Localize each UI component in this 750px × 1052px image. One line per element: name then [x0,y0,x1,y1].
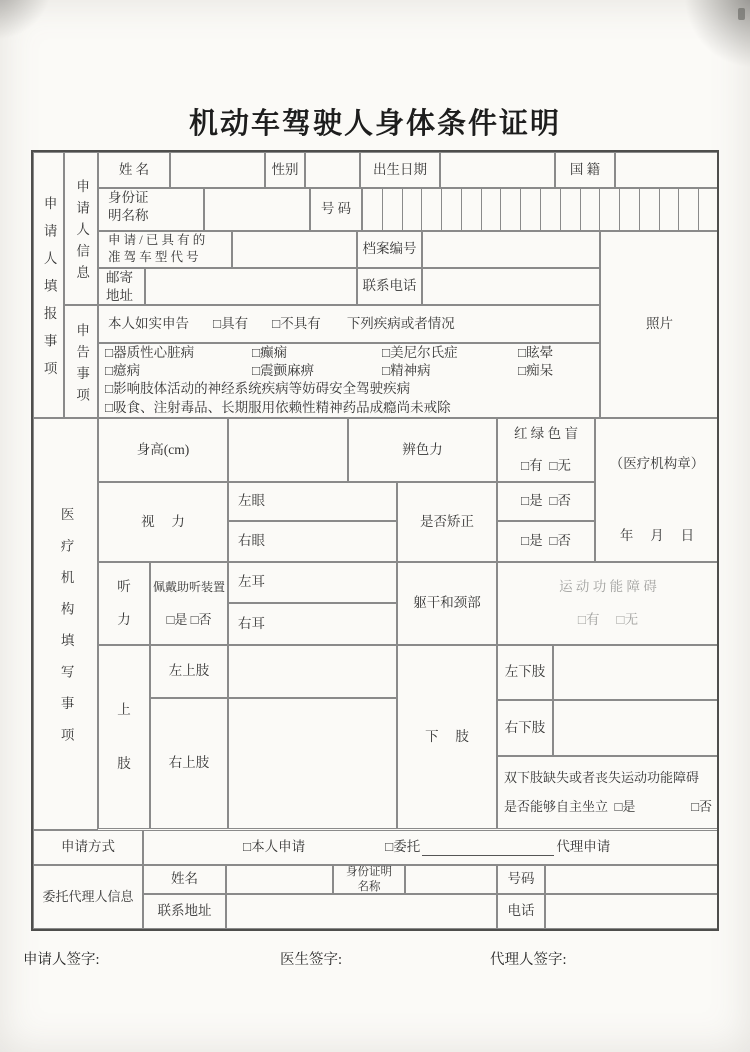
checkbox-has[interactable]: □具有 [213,315,249,331]
license-type-label-line1: 申 请 / 已 具 有 的 [108,233,206,247]
trunk-neck-label [397,562,497,645]
file-number-input-cell[interactable] [422,231,600,268]
color-blind-cell [497,418,595,482]
color-vision-label-text: 辨色力 [402,441,443,457]
id-number-cell[interactable] [659,189,679,230]
birth-date-label-text: 出生日期 [373,161,427,177]
id-doc-label-line1: 身份证 [108,190,149,205]
mail-address-label-line2: 地址 [106,288,133,304]
checkbox-parkinsons[interactable]: □震颤麻痹 [252,363,315,379]
declaration-intro-text: 本人如实申告 [108,315,189,331]
nationality-input-cell[interactable] [615,152,719,188]
checkbox-drug-addiction[interactable]: □吸食、注射毒品、长期服用依赖性精神药品成瘾尚未戒除 [105,399,451,415]
agent-signature-label: 代理人签字: [490,952,567,968]
nationality-label [555,152,615,188]
scan-speck [738,8,745,20]
id-number-cell[interactable] [639,189,659,230]
agent-id-doc-label-line2: 名称 [357,880,381,893]
declaration-intro-row [98,305,600,343]
photo-area[interactable] [600,231,719,418]
checkbox-can-sit-no[interactable]: □否 [691,799,712,815]
agent-info-label [33,865,143,929]
section-label-applicant-text: 申请人填报事项 [41,195,57,389]
hearing-label-char2: 力 [117,611,131,627]
checkbox-hysteria[interactable]: □癔病 [105,363,141,379]
bilateral-sit-row [504,798,712,816]
right-upper-limb-label [150,698,228,829]
medical-section-label-text: 医疗机构填写事项 [58,507,74,759]
right-eye-label-text: 右眼 [238,533,265,549]
name-label [98,152,170,188]
checkbox-vertigo[interactable]: □眩晕 [518,345,554,361]
apply-method-label [33,830,143,865]
contact-phone-label-text: 联系电话 [362,278,417,294]
height-input-cell[interactable] [228,418,348,482]
disease-checkbox-block [98,343,600,418]
corrected-left-yes-no: □是 □否 [520,493,572,509]
section-label-applicant [33,152,64,418]
gender-input-cell[interactable] [305,152,360,188]
right-lower-limb-input-cell[interactable] [553,700,719,756]
medical-date-text: 年 月 日 [619,527,695,543]
left-upper-limb-input-cell[interactable] [228,645,397,698]
disease-row-2 [99,362,599,380]
agent-id-number-label [497,865,545,894]
lower-limb-label-text: 下 肢 [425,728,469,744]
file-number-label-text: 档案编号 [362,241,417,257]
agent-address-input-cell[interactable] [226,894,497,929]
form-title: 机动车驾驶人身体条件证明 [188,108,561,140]
apply-method-row [143,830,719,865]
name-label-text: 姓 名 [118,161,150,177]
contact-phone-input-cell[interactable] [422,268,600,305]
id-number-cell[interactable] [678,189,698,230]
right-lower-limb-label [497,700,553,756]
id-number-cell[interactable] [599,189,619,230]
agent-phone-label [497,894,545,929]
left-eye-cell[interactable] [228,482,397,521]
contact-phone-label [357,268,422,305]
left-eye-label-text: 左眼 [238,493,265,509]
license-type-input-cell[interactable] [232,231,357,268]
id-number-cell[interactable] [540,189,560,230]
photo-area-label: 照片 [646,316,673,332]
name-input-cell[interactable] [170,152,265,188]
checkbox-can-sit-yes[interactable]: 是否能够自主坐立 □是 [504,799,636,815]
agent-id-doc-input-cell[interactable] [405,865,497,894]
section-label-applicant-info [64,152,98,305]
declaration-intro-tail: 下列疾病或者情况 [346,315,455,331]
left-upper-limb-label [150,645,228,698]
id-doc-input-cell[interactable] [204,188,310,231]
id-number-cell[interactable] [560,189,580,230]
corrected-left-checkboxes[interactable] [497,482,595,521]
gender-label [265,152,305,188]
agent-id-doc-label [333,865,405,894]
agent-info-label-text: 委托代理人信息 [42,889,134,905]
left-lower-limb-label [497,645,553,700]
mail-address-label [98,268,145,305]
id-number-cell[interactable] [500,189,520,230]
right-ear-cell[interactable] [228,603,397,645]
checkbox-nervous-system-disease[interactable]: □影响肢体活动的神经系统疾病等妨碍安全驾驶疾病 [105,381,411,397]
applicant-signature-label: 申请人签字: [23,952,100,968]
motor-function-title: 运 动 功 能 障 碍 [559,578,657,594]
upper-limb-label [98,645,150,829]
disease-row-4 [99,399,599,417]
right-lower-limb-text: 右下肢 [504,719,546,735]
checkbox-epilepsy[interactable]: □癫痫 [252,345,288,361]
entrust-name-underline-input[interactable] [422,840,554,856]
color-vision-label [348,418,497,482]
right-ear-label-text: 右耳 [238,615,265,631]
corrected-right-checkboxes[interactable] [497,521,595,562]
motor-function-cell [497,562,719,645]
lower-limb-label [397,645,497,829]
id-number-cell[interactable] [461,189,481,230]
left-lower-limb-input-cell[interactable] [553,645,719,700]
left-lower-limb-text: 左下肢 [504,664,546,680]
id-number-cell[interactable] [698,189,718,230]
gender-label-text: 性别 [271,161,299,177]
agent-id-number-input-cell[interactable] [545,865,719,894]
nationality-label-text: 国 籍 [569,161,601,177]
id-number-cell[interactable] [580,189,600,230]
agent-name-input-cell[interactable] [226,865,333,894]
doctor-signature-label: 医生签字: [280,952,343,968]
height-label [98,418,228,482]
id-number-cells [362,188,719,231]
id-number-label [310,188,362,231]
agent-address-label-text: 联系地址 [157,903,212,919]
right-upper-limb-text: 右上肢 [168,755,210,771]
left-ear-cell[interactable] [228,562,397,603]
color-blind-title: 红 绿 色 盲 [513,426,579,442]
left-ear-label-text: 左耳 [238,574,265,590]
upper-limb-label-char1: 上 [117,701,131,717]
checkbox-heart-disease[interactable]: □器质性心脏病 [105,345,195,361]
height-label-text: 身高(cm) [136,441,190,457]
checkbox-entrust[interactable]: □委托 [385,839,421,855]
id-doc-label-line2: 明名称 [108,208,149,224]
disease-row-3 [99,380,599,398]
corrected-right-yes-no: □是 □否 [520,533,572,549]
id-number-cell[interactable] [363,189,382,230]
id-number-cell[interactable] [441,189,461,230]
checkbox-menieres[interactable]: □美尼尔氏症 [382,345,458,361]
id-number-label-text: 号 码 [320,201,352,217]
agent-name-label [143,865,226,894]
id-number-cell[interactable] [421,189,441,230]
id-number-cell[interactable] [382,189,402,230]
file-number-label [357,231,422,268]
trunk-neck-label-text: 躯干和颈部 [413,595,481,611]
vision-label-text: 视 力 [141,513,185,529]
mail-address-label-line1: 邮寄 [106,270,133,285]
hearing-label [98,562,150,645]
id-doc-label [98,188,204,231]
hearing-aid-label: 佩戴助听装置 [152,579,225,594]
corrected-label [397,482,497,562]
applicant-info-label-text: 申请人信息 [74,178,90,287]
hearing-aid-cell [150,562,228,645]
birth-date-input-cell[interactable] [440,152,555,188]
license-type-label-line2: 准 驾 车 型 代 号 [108,249,199,264]
checkbox-mental-illness[interactable]: □精神病 [382,363,431,379]
bilateral-lower-limb-title: 双下肢缺失或者丧失运动功能障碍 [504,769,700,785]
agent-id-doc-label-line1: 身份证明 [346,866,392,879]
agent-address-label [143,894,226,929]
agent-phone-label-text: 电话 [507,903,535,919]
corrected-label-text: 是否矫正 [420,513,474,529]
hearing-label-char1: 听 [117,578,131,594]
id-number-cell[interactable] [481,189,501,230]
agent-phone-input-cell[interactable] [545,894,719,929]
checkbox-dementia[interactable]: □痴呆 [518,363,554,379]
birth-date-label [360,152,440,188]
apply-method-label-text: 申请方式 [61,839,115,855]
declaration-label-text: 申告事项 [74,322,90,409]
agent-id-number-label-text: 号码 [507,871,535,887]
vision-label [98,482,228,562]
id-number-cell[interactable] [402,189,422,230]
left-upper-limb-text: 左上肢 [168,663,210,679]
entrust-tail-text: 代理申请 [556,839,611,855]
bilateral-lower-limb-cell [497,756,719,829]
right-upper-limb-input-cell[interactable] [228,698,397,829]
medical-stamp-text: （医疗机构章） [609,456,705,471]
license-type-label [98,231,232,268]
motor-function-checkboxes[interactable]: □有 □无 [577,611,639,627]
right-eye-cell[interactable] [228,521,397,562]
section-label-declaration [64,305,98,418]
hearing-aid-checkboxes[interactable]: □是 □否 [166,611,212,627]
medical-stamp-cell [595,418,719,562]
section-label-medical [33,418,98,830]
id-number-cell[interactable] [619,189,639,230]
checkbox-has-not[interactable]: □不具有 [272,315,321,331]
color-blind-checkboxes[interactable]: □有 □无 [520,457,572,473]
scan-smudge-top-left [0,0,52,40]
checkbox-self-apply[interactable]: □本人申请 [243,839,306,855]
id-number-cell[interactable] [520,189,540,230]
mail-address-input-cell[interactable] [145,268,357,305]
agent-name-label-text: 姓名 [171,871,198,887]
disease-row-1 [99,344,599,362]
upper-limb-label-char2: 肢 [117,756,131,772]
